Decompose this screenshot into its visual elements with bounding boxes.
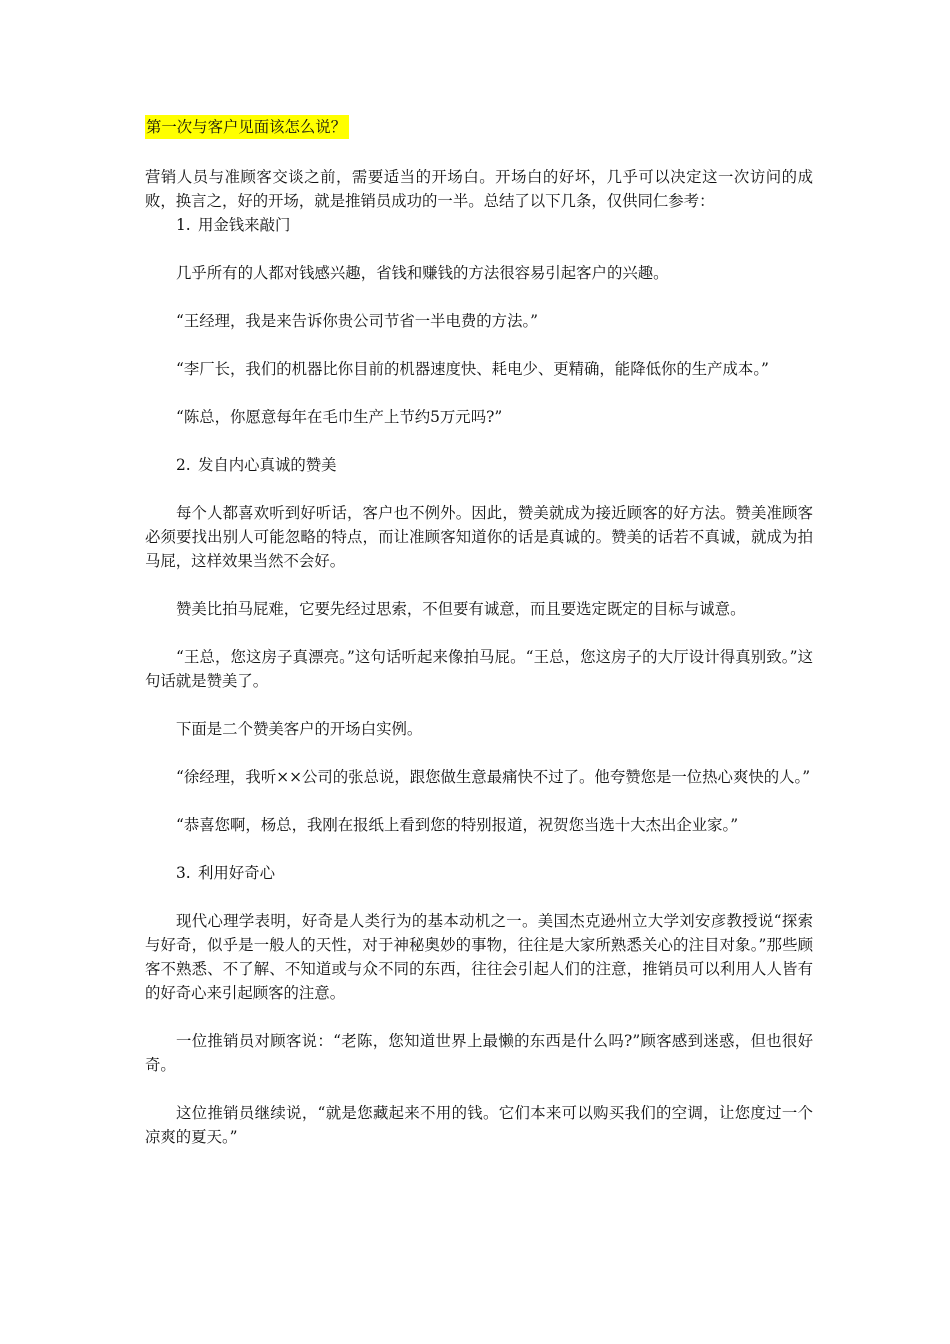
section-heading-1 (145, 213, 813, 237)
quote-paragraph: “徐经理，我听××公司的张总说，跟您做生意最痛快不过了。他夸赞您是一位热心爽快的人。” (176, 768, 811, 786)
section-heading-2 (145, 453, 813, 477)
quote-paragraph: “王经理，我是来告诉你贵公司节省一半电费的方法。” (176, 312, 539, 330)
paragraph: 下面是二个赞美客户的开场白实例。 (176, 720, 423, 738)
document-title: 第一次与客户见面该怎么说？ (145, 115, 349, 139)
quote-paragraph: “陈总，你愿意每年在毛巾生产上节约5万元吗?” (176, 408, 503, 426)
quote-paragraph: 这位推销员继续说，“就是您藏起来不用的钱。它们本来可以购买我们的空调，让您度过一个凉爽的夏天。” (145, 1104, 813, 1146)
section-heading-text: 发自内心真诚的赞美 (198, 456, 337, 474)
section-number: 2. (176, 456, 191, 474)
quote-paragraph: “李厂长，我们的机器比你目前的机器速度快、耗电少、更精确，能降低你的生产成本。” (176, 360, 769, 378)
paragraph: 一位推销员对顾客说：“老陈，您知道世界上最懒的东西是什么吗?”顾客感到迷惑，但也很好奇。 (145, 1032, 813, 1074)
section-number: 3. (176, 864, 191, 882)
section-heading-text: 用金钱来敲门 (198, 216, 291, 234)
quote-paragraph: “王总，您这房子真漂亮。”这句话听起来像拍马屁。“王总，您这房子的大厅设计得真别致。”这句话就是赞美了。 (145, 648, 813, 690)
quote-paragraph: “恭喜您啊，杨总，我刚在报纸上看到您的特别报道，祝贺您当选十大杰出企业家。” (176, 816, 739, 834)
section-heading-3 (145, 861, 813, 885)
section-heading-text: 利用好奇心 (198, 864, 275, 882)
intro-paragraph: 营销人员与准顾客交谈之前，需要适当的开场白。开场白的好坏，几乎可以决定这一次访问的成败，换言之，好的开场，就是推销员成功的一半。总结了以下几条，仅供同仁参考： (145, 168, 813, 210)
paragraph: 现代心理学表明，好奇是人类行为的基本动机之一。美国杰克逊州立大学刘安彦教授说“探索与好奇，似乎是一般人的天性，对于神秘奥妙的事物，往往是大家所熟悉关心的注目对象。”那些顾客不熟悉、不了解、不知道或与众不同的东西，往往会引起人们的注意，推销员可以利用人人皆有的好奇心来引起顾客的注意。 (145, 912, 813, 1002)
paragraph: 每个人都喜欢听到好听话，客户也不例外。因此，赞美就成为接近顾客的好方法。赞美准顾客必须要找出别人可能忽略的特点，而让准顾客知道你的话是真诚的。赞美的话若不真诚，就成为拍马屁，这样效果当然不会好。 (145, 504, 813, 570)
document-body (145, 115, 813, 1149)
section-number: 1. (176, 216, 191, 234)
paragraph: 几乎所有的人都对钱感兴趣，省钱和赚钱的方法很容易引起客户的兴趣。 (176, 264, 669, 282)
paragraph: 赞美比拍马屁难，它要先经过思索，不但要有诚意，而且要选定既定的目标与诚意。 (176, 600, 746, 618)
